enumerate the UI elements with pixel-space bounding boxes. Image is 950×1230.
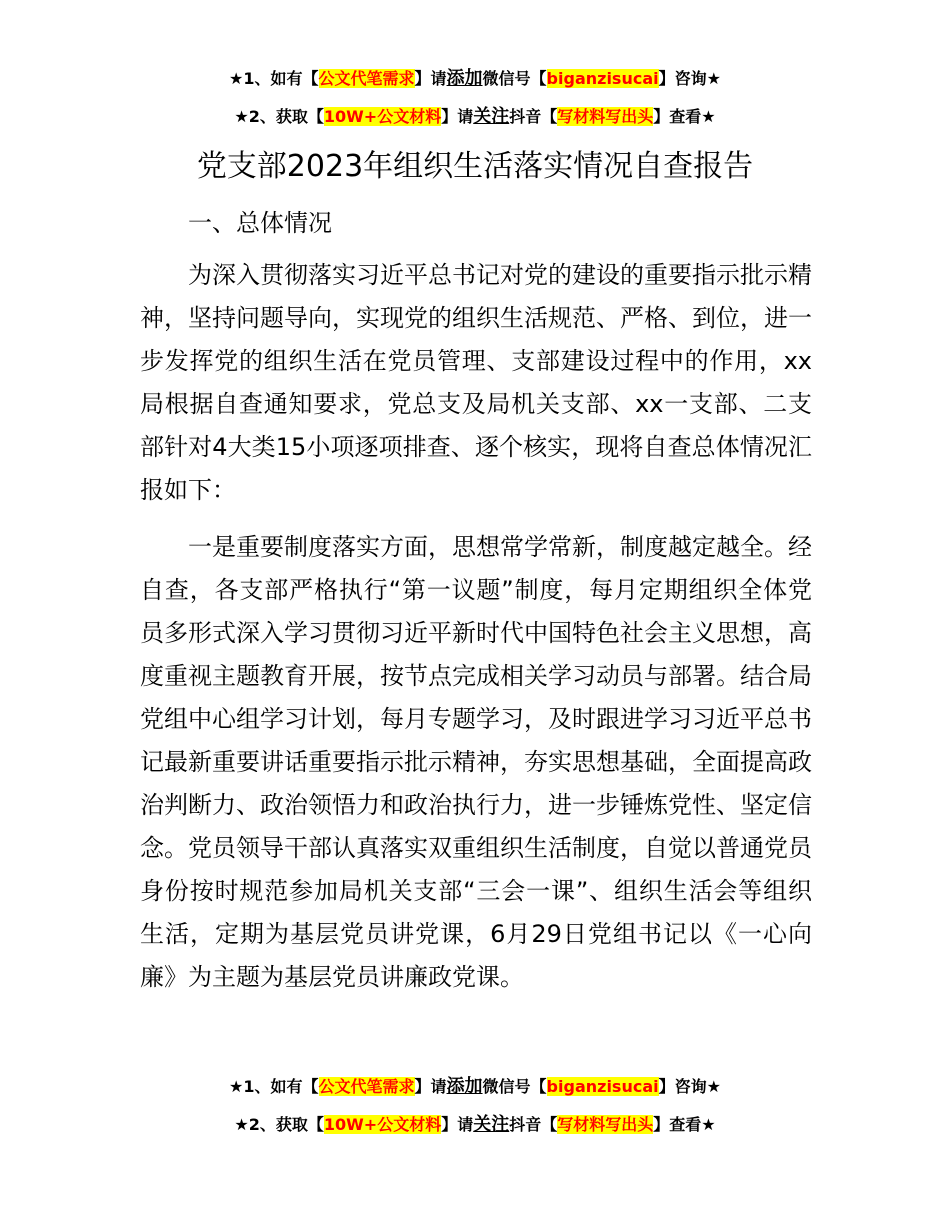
ad-text: 】请 [441,1115,474,1134]
ad-prefix: ★2、获取【 [234,107,324,126]
ad-text: 】请 [414,69,447,88]
ad-highlight-douyin-id: 写材料写出头 [557,107,654,126]
ad-text: 抖音【 [509,1115,558,1134]
ad-suffix: 】查看★ [653,107,716,126]
ad-text: 微信号【 [482,1077,547,1096]
document-title: 党支部2023年组织生活落实情况自查报告 [196,149,754,184]
ad-suffix: 】查看★ [653,1115,716,1134]
ad-prefix: ★1、如有【 [229,69,319,88]
ad-underline: 关注 [473,106,510,127]
ad-text: 微信号【 [482,69,547,88]
ad-suffix: 】咨询★ [658,69,721,88]
ad-line-materials [0,1114,950,1136]
ad-highlight-wechat-id: biganzisucai [546,1077,659,1096]
ad-underline: 添加 [446,68,483,89]
ad-text: 抖音【 [509,107,558,126]
ad-highlight-materials: 10W+公文材料 [323,1115,442,1134]
ad-highlight-douyin-id: 写材料写出头 [557,1115,654,1134]
ad-highlight-materials: 10W+公文材料 [323,107,442,126]
ad-highlight-service: 公文代笔需求 [318,69,415,88]
ad-line-materials [0,106,950,128]
paragraph: 一是重要制度落实方面，思想常学常新，制度越定越全。经自查，各支部严格执行“第一议题”制度，每月定期组织全体党员多形式深入学习贯彻习近平新时代中国特色社会主义思想，高度重视主题教育开展，按节点完成相关学习动员与部署。结合局党组中心组学习计划，每月专题学习，及时跟进学习习近平总书记最新重要讲话重要指示批示精神，夯实思想基础，全面提高政治判断力、政治领悟力和政治执行力，进一步锤炼党性、坚定信念。党员领导干部认真落实双重组织生活制度，自觉以普通党员身份按时规范参加局机关支部“三会一课”、组织生活会等组织生活，定期为基层党员讲党课，6月29日党组书记以《一心向廉》为主题为基层党员讲廉政党课。 [140,533,812,991]
ad-line-consult [0,1076,950,1098]
ad-suffix: 】咨询★ [658,1077,721,1096]
ad-underline: 关注 [473,1114,510,1135]
ad-highlight-wechat-id: biganzisucai [546,69,659,88]
section-heading: 一、总体情况 [188,209,332,237]
ad-text: 】请 [441,107,474,126]
ad-text: 】请 [414,1077,447,1096]
ad-line-consult [0,68,950,90]
ad-underline: 添加 [446,1076,483,1097]
paragraph: 为深入贯彻落实习近平总书记对党的建设的重要指示批示精神，坚持问题导向，实现党的组织生活规范、严格、到位，进一步发挥党的组织生活在党员管理、支部建设过程中的作用，xx局根据自查通知要求，党总支及局机关支部、xx一支部、二支部针对4大类15小项逐项排查、逐个核实，现将自查总体情况汇报如下： [140,261,812,504]
ad-prefix: ★1、如有【 [229,1077,319,1096]
ad-highlight-service: 公文代笔需求 [318,1077,415,1096]
ad-prefix: ★2、获取【 [234,1115,324,1134]
